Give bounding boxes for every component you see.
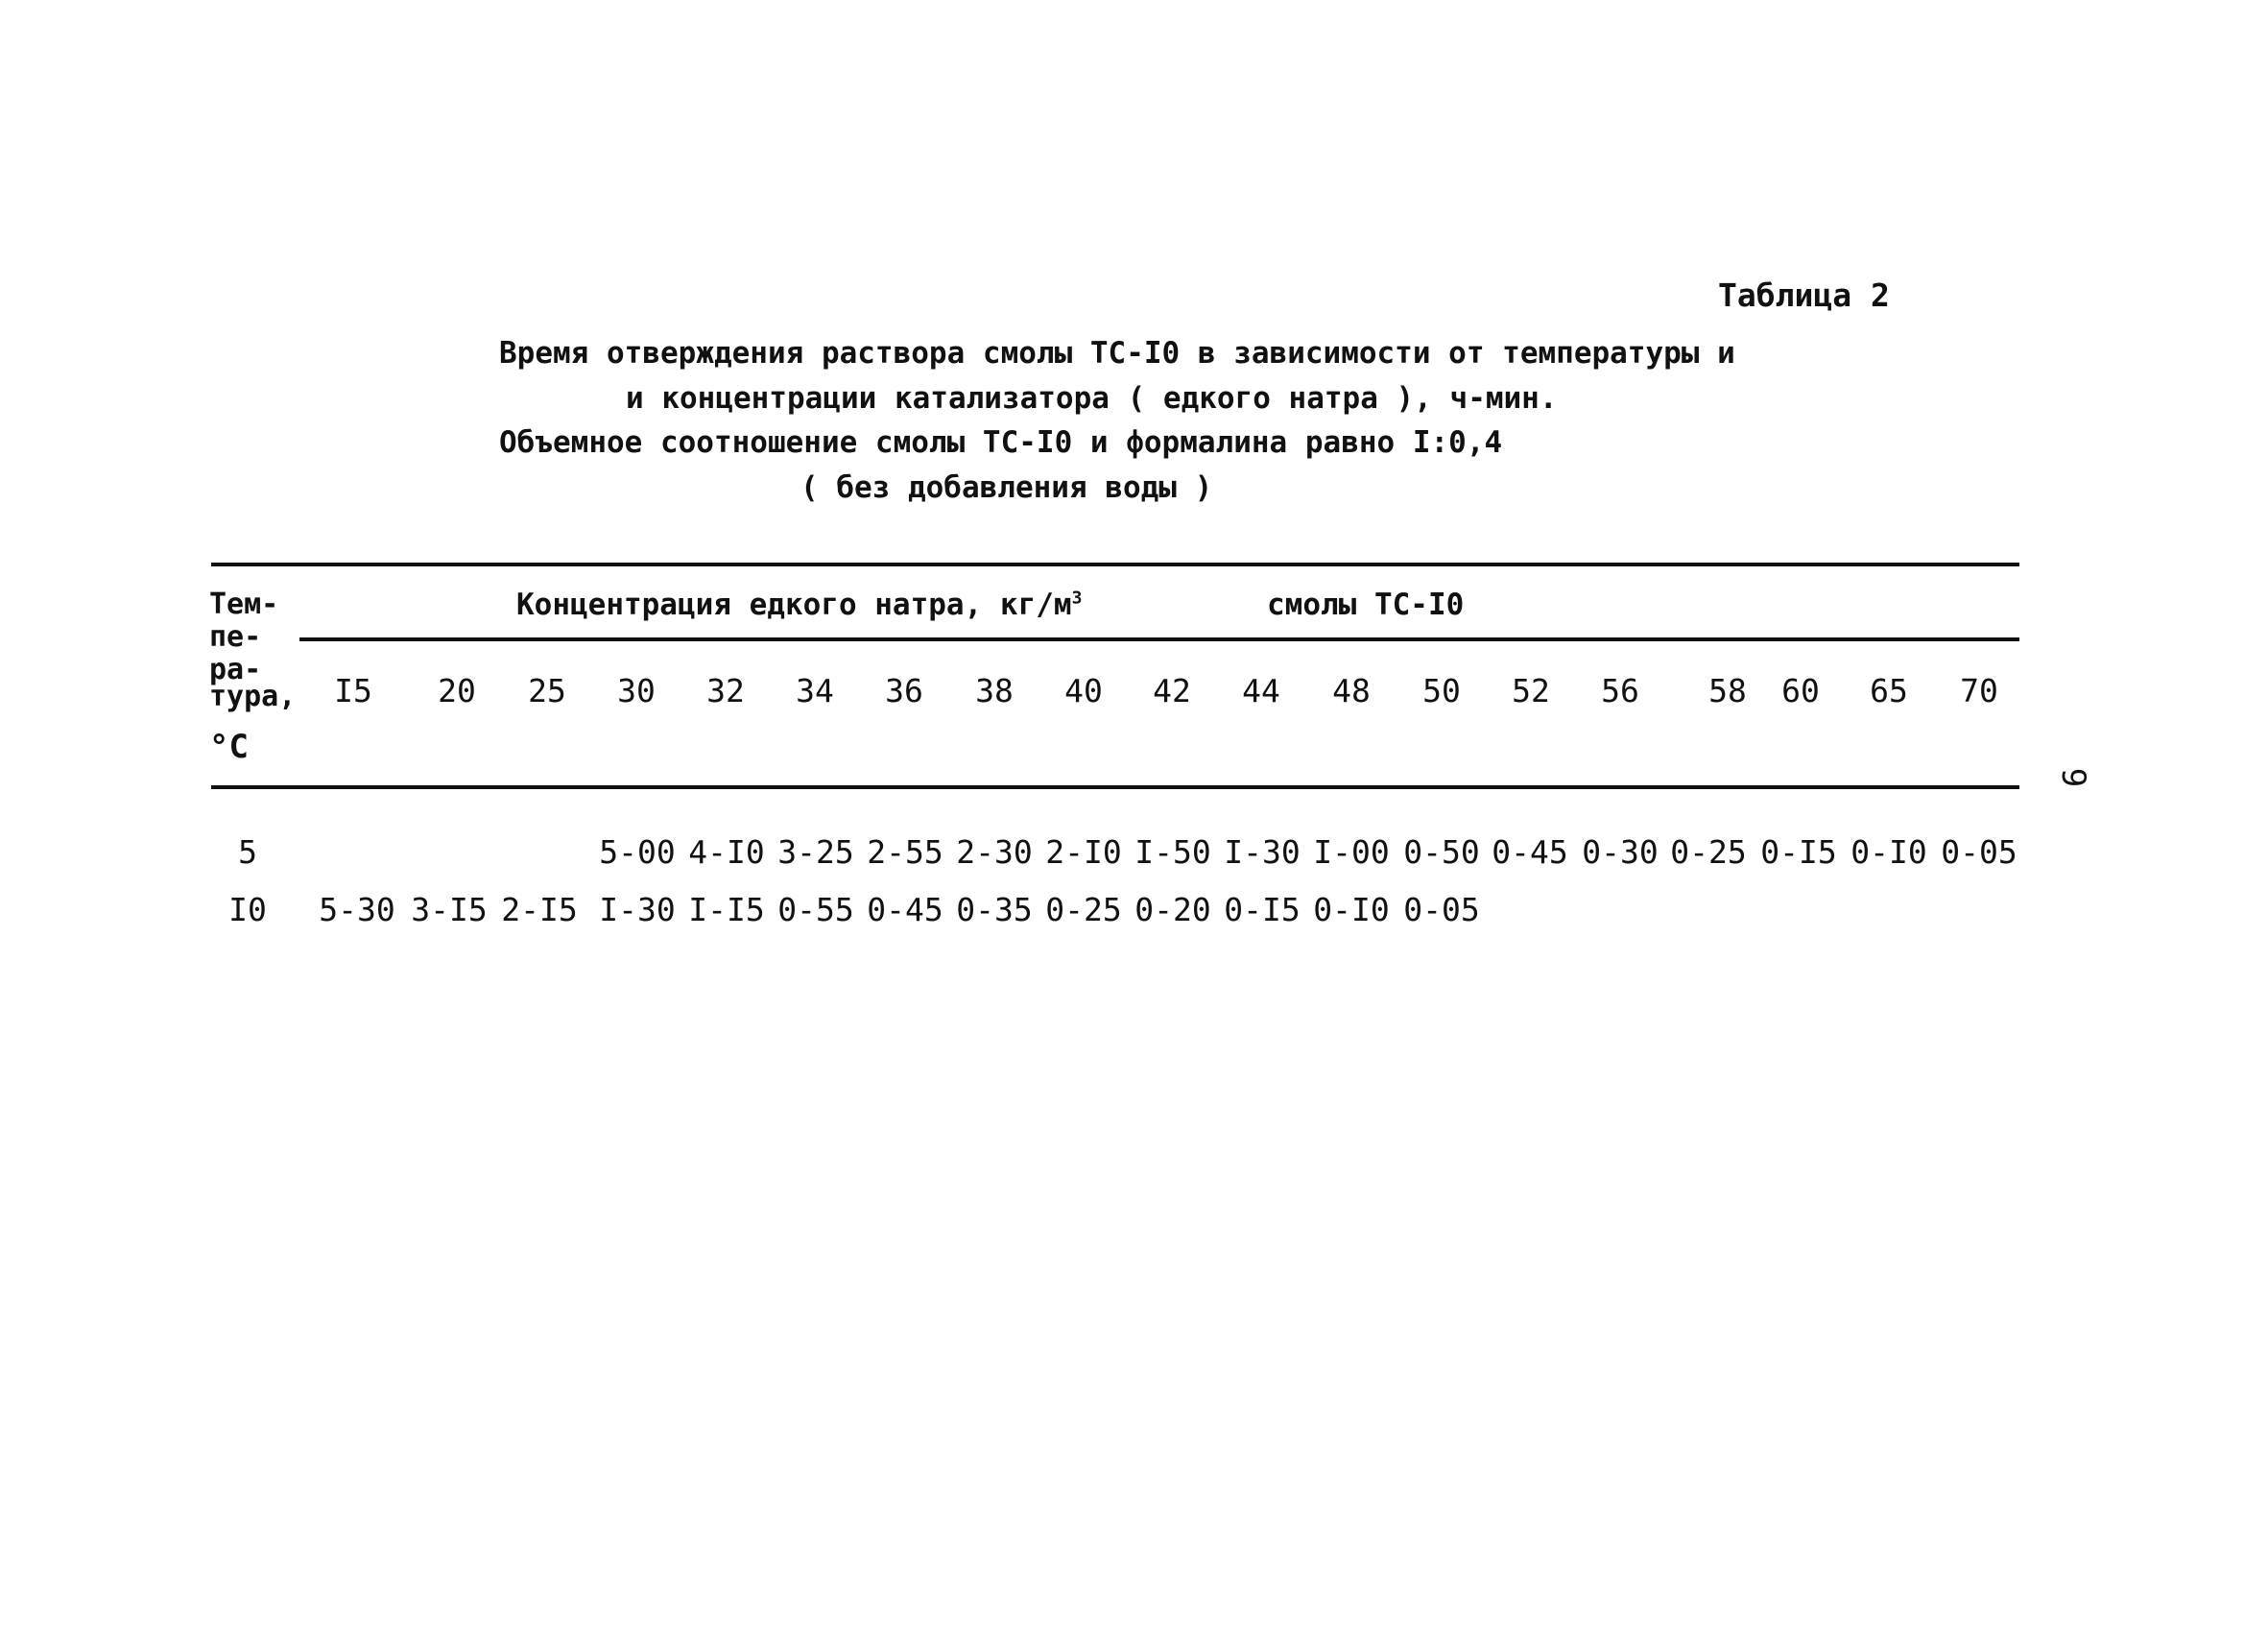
table-cell-cure-time: I-30 <box>1224 833 1301 871</box>
column-header-concentration: 34 <box>796 672 834 709</box>
table-cell-cure-time: 0-I5 <box>1224 891 1301 928</box>
table-cell-cure-time: 0-45 <box>1492 833 1568 871</box>
temperature-header-part-1: Тем- <box>209 588 279 621</box>
table-cell-cure-time: 5-00 <box>599 833 676 871</box>
concentration-unit-superscript: 3 <box>1071 588 1083 609</box>
column-header-concentration: 44 <box>1242 672 1280 709</box>
page-number: 9 <box>2054 767 2093 788</box>
table-title-line-2: и концентрации катализатора ( едкого натра ), ч-мин. <box>626 381 1558 416</box>
table-subtitle-ratio: Объемное соотношение смолы ТС-I0 и формалина равно I:0,4 <box>499 425 1503 460</box>
table-cell-cure-time: 0-35 <box>956 891 1033 928</box>
table-cell-cure-time: 0-I0 <box>1313 891 1390 928</box>
table-cell-cure-time: I-30 <box>599 891 676 928</box>
column-header-concentration: 30 <box>617 672 656 709</box>
table-subtitle-note: ( без добавления воды ) <box>800 470 1213 505</box>
table-cell-cure-time: 2-30 <box>956 833 1033 871</box>
column-header-concentration: 42 <box>1153 672 1191 709</box>
temperature-header-part-2: пе- <box>209 620 262 654</box>
table-top-rule <box>211 563 2019 566</box>
header-bottom-rule <box>211 785 2019 789</box>
column-header-concentration: 40 <box>1064 672 1103 709</box>
concentration-header <box>516 588 1082 622</box>
column-header-concentration: 56 <box>1601 672 1639 709</box>
table-cell-cure-time: 0-30 <box>1582 833 1659 871</box>
table-cell-cure-time: 2-I5 <box>501 891 578 928</box>
column-header-concentration: 58 <box>1708 672 1747 709</box>
table-cell-cure-time: 0-20 <box>1134 891 1211 928</box>
table-cell-cure-time: I-I5 <box>688 891 765 928</box>
table-cell-cure-time: 5-30 <box>319 891 395 928</box>
column-header-concentration: 60 <box>1781 672 1820 709</box>
table-cell-cure-time: 2-55 <box>867 833 943 871</box>
table-cell-cure-time: 3-25 <box>777 833 854 871</box>
row-temperature-label: I0 <box>228 891 267 928</box>
column-header-concentration: 36 <box>885 672 923 709</box>
table-label: Таблица 2 <box>1718 276 1890 314</box>
column-header-concentration: I5 <box>334 672 372 709</box>
concentration-header-text: Концентрация едкого натра, кг/м <box>516 588 1072 622</box>
table-cell-cure-time: 0-45 <box>867 891 943 928</box>
column-header-concentration: 52 <box>1512 672 1550 709</box>
table-cell-cure-time: I-50 <box>1134 833 1211 871</box>
column-header-concentration: 25 <box>528 672 566 709</box>
resin-header: смолы ТС-I0 <box>1267 588 1465 622</box>
column-header-concentration: 50 <box>1422 672 1461 709</box>
column-header-concentration: 38 <box>975 672 1014 709</box>
table-cell-cure-time: 0-25 <box>1670 833 1747 871</box>
table-title-line-1: Время отверждения раствора смолы ТС-I0 в зависимости от температуры и <box>499 336 1735 371</box>
temperature-header-part-3: ра- <box>209 653 262 686</box>
table-cell-cure-time: 0-05 <box>1403 891 1480 928</box>
temperature-unit: °C <box>209 728 249 766</box>
temperature-header-part-4: тура, <box>209 680 297 713</box>
table-cell-cure-time: 0-50 <box>1403 833 1480 871</box>
column-header-concentration: 20 <box>438 672 476 709</box>
column-header-concentration: 70 <box>1960 672 1998 709</box>
table-cell-cure-time: I-00 <box>1313 833 1390 871</box>
table-cell-cure-time: 0-55 <box>777 891 854 928</box>
table-cell-cure-time: 3-I5 <box>411 891 488 928</box>
column-header-concentration: 32 <box>706 672 745 709</box>
table-cell-cure-time: 0-I5 <box>1760 833 1837 871</box>
row-temperature-label: 5 <box>238 833 257 871</box>
table-cell-cure-time: 4-I0 <box>688 833 765 871</box>
table-cell-cure-time: 0-05 <box>1941 833 2017 871</box>
header-sub-rule <box>299 637 2019 641</box>
table-cell-cure-time: 0-25 <box>1045 891 1122 928</box>
column-header-concentration: 48 <box>1332 672 1371 709</box>
table-cell-cure-time: 2-I0 <box>1045 833 1122 871</box>
column-header-concentration: 65 <box>1870 672 1908 709</box>
table-cell-cure-time: 0-I0 <box>1850 833 1927 871</box>
